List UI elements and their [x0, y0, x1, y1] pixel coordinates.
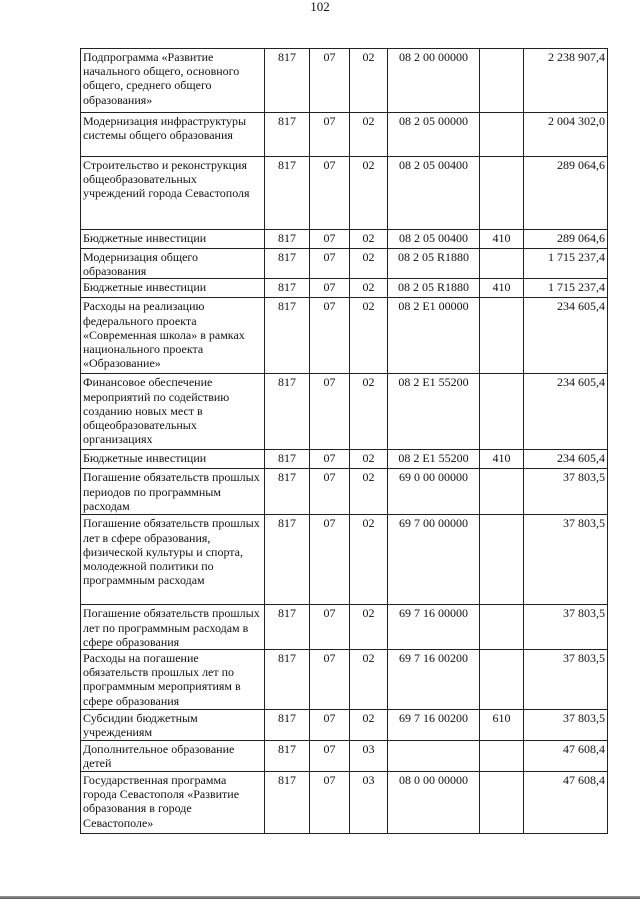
row-name: Строительство и реконструкция общеобразовательных учреждений города Севастополя	[81, 157, 265, 230]
row-amount: 37 803,5	[524, 469, 608, 515]
table-row	[81, 469, 608, 515]
table-row	[81, 279, 608, 298]
row-target-code: 08 2 05 R1880	[388, 279, 480, 298]
row-expense-type-code	[480, 298, 524, 374]
row-name: Расходы на реализацию федерального проекта «Современная школа» в рамках национального проекта «Образование»	[81, 298, 265, 374]
table-row	[81, 49, 608, 113]
row-section-code: 07	[310, 298, 350, 374]
row-amount: 234 605,4	[524, 374, 608, 450]
row-amount: 234 605,4	[524, 450, 608, 469]
row-target-code: 08 2 05 00000	[388, 113, 480, 157]
row-expense-type-code: 410	[480, 279, 524, 298]
row-subsection-code: 03	[350, 741, 388, 772]
row-section-code: 07	[310, 741, 350, 772]
row-target-code: 08 2 05 00400	[388, 157, 480, 230]
row-section-code: 07	[310, 113, 350, 157]
row-section-code: 07	[310, 710, 350, 741]
row-target-code: 08 2 E1 55200	[388, 450, 480, 469]
row-target-code: 08 2 05 00400	[388, 230, 480, 249]
row-name: Модернизация инфраструктуры системы общего образования	[81, 113, 265, 157]
row-amount: 1 715 237,4	[524, 279, 608, 298]
row-name: Бюджетные инвестиции	[81, 450, 265, 469]
row-expense-type-code	[480, 249, 524, 279]
row-amount: 234 605,4	[524, 298, 608, 374]
row-amount: 47 608,4	[524, 772, 608, 834]
row-subsection-code: 02	[350, 230, 388, 249]
row-amount: 37 803,5	[524, 710, 608, 741]
row-ministry-code: 817	[265, 469, 310, 515]
row-amount: 47 608,4	[524, 741, 608, 772]
row-subsection-code: 02	[350, 298, 388, 374]
row-ministry-code: 817	[265, 650, 310, 710]
row-expense-type-code	[480, 741, 524, 772]
row-ministry-code: 817	[265, 374, 310, 450]
budget-table-body	[81, 49, 608, 834]
row-ministry-code: 817	[265, 279, 310, 298]
row-ministry-code: 817	[265, 710, 310, 741]
table-row	[81, 741, 608, 772]
row-expense-type-code	[480, 605, 524, 650]
row-name: Подпрограмма «Развитие начального общего, основного общего, среднего общего образования»	[81, 49, 265, 113]
row-section-code: 07	[310, 469, 350, 515]
row-subsection-code: 02	[350, 157, 388, 230]
table-row	[81, 230, 608, 249]
row-amount: 2 238 907,4	[524, 49, 608, 113]
row-section-code: 07	[310, 515, 350, 605]
table-row	[81, 249, 608, 279]
row-subsection-code: 02	[350, 49, 388, 113]
row-expense-type-code	[480, 650, 524, 710]
row-name: Бюджетные инвестиции	[81, 279, 265, 298]
row-ministry-code: 817	[265, 49, 310, 113]
row-subsection-code: 02	[350, 469, 388, 515]
row-target-code	[388, 741, 480, 772]
row-expense-type-code: 610	[480, 710, 524, 741]
row-section-code: 07	[310, 49, 350, 113]
page-number: 102	[310, 0, 330, 14]
row-ministry-code: 817	[265, 157, 310, 230]
row-expense-type-code: 410	[480, 230, 524, 249]
budget-table	[80, 48, 608, 834]
table-row	[81, 605, 608, 650]
row-ministry-code: 817	[265, 230, 310, 249]
row-subsection-code: 02	[350, 249, 388, 279]
row-ministry-code: 817	[265, 298, 310, 374]
row-subsection-code: 02	[350, 710, 388, 741]
row-expense-type-code	[480, 49, 524, 113]
table-row	[81, 298, 608, 374]
row-name: Погашение обязательств прошлых лет по программным расходам в сфере образования	[81, 605, 265, 650]
row-amount: 37 803,5	[524, 605, 608, 650]
row-expense-type-code	[480, 515, 524, 605]
row-expense-type-code	[480, 772, 524, 834]
table-row	[81, 450, 608, 469]
table-row	[81, 710, 608, 741]
row-target-code: 69 7 00 00000	[388, 515, 480, 605]
row-subsection-code: 02	[350, 650, 388, 710]
row-amount: 289 064,6	[524, 230, 608, 249]
row-section-code: 07	[310, 374, 350, 450]
row-subsection-code: 02	[350, 374, 388, 450]
row-target-code: 69 7 16 00000	[388, 605, 480, 650]
row-section-code: 07	[310, 230, 350, 249]
row-name: Модернизация общего образования	[81, 249, 265, 279]
row-subsection-code: 02	[350, 113, 388, 157]
row-target-code: 08 2 00 00000	[388, 49, 480, 113]
row-section-code: 07	[310, 157, 350, 230]
row-section-code: 07	[310, 605, 350, 650]
row-expense-type-code	[480, 374, 524, 450]
row-name: Государственная программа города Севастополя «Развитие образования в городе Севастополе»	[81, 772, 265, 834]
row-target-code: 69 7 16 00200	[388, 710, 480, 741]
row-section-code: 07	[310, 279, 350, 298]
row-target-code: 08 0 00 00000	[388, 772, 480, 834]
table-row	[81, 374, 608, 450]
row-name: Бюджетные инвестиции	[81, 230, 265, 249]
row-subsection-code: 02	[350, 515, 388, 605]
row-expense-type-code: 410	[480, 450, 524, 469]
table-row	[81, 113, 608, 157]
row-amount: 289 064,6	[524, 157, 608, 230]
table-row	[81, 772, 608, 834]
row-ministry-code: 817	[265, 772, 310, 834]
table-row	[81, 157, 608, 230]
row-amount: 1 715 237,4	[524, 249, 608, 279]
row-section-code: 07	[310, 249, 350, 279]
table-row	[81, 515, 608, 605]
row-ministry-code: 817	[265, 113, 310, 157]
table-row	[81, 650, 608, 710]
row-section-code: 07	[310, 450, 350, 469]
row-name: Погашение обязательств прошлых периодов по программным расходам	[81, 469, 265, 515]
row-subsection-code: 02	[350, 605, 388, 650]
row-section-code: 07	[310, 772, 350, 834]
scan-bottom-edge	[0, 896, 640, 899]
row-section-code: 07	[310, 650, 350, 710]
row-name: Расходы на погашение обязательств прошлых лет по программным мероприятиям в сфере образования	[81, 650, 265, 710]
row-target-code: 08 2 E1 00000	[388, 298, 480, 374]
row-name: Дополнительное образование детей	[81, 741, 265, 772]
row-target-code: 69 7 16 00200	[388, 650, 480, 710]
row-subsection-code: 02	[350, 279, 388, 298]
row-ministry-code: 817	[265, 741, 310, 772]
row-ministry-code: 817	[265, 450, 310, 469]
row-amount: 2 004 302,0	[524, 113, 608, 157]
row-expense-type-code	[480, 113, 524, 157]
row-amount: 37 803,5	[524, 650, 608, 710]
row-expense-type-code	[480, 157, 524, 230]
row-subsection-code: 03	[350, 772, 388, 834]
row-expense-type-code	[480, 469, 524, 515]
row-target-code: 08 2 E1 55200	[388, 374, 480, 450]
row-ministry-code: 817	[265, 249, 310, 279]
row-name: Субсидии бюджетным учреждениям	[81, 710, 265, 741]
row-target-code: 08 2 05 R1880	[388, 249, 480, 279]
row-name: Финансовое обеспечение мероприятий по содействию созданию новых мест в общеобразовательных организациях	[81, 374, 265, 450]
row-ministry-code: 817	[265, 515, 310, 605]
row-name: Погашение обязательств прошлых лет в сфере образования, физической культуры и спорта, молодежной политики по программным расходам	[81, 515, 265, 605]
row-subsection-code: 02	[350, 450, 388, 469]
row-target-code: 69 0 00 00000	[388, 469, 480, 515]
row-amount: 37 803,5	[524, 515, 608, 605]
row-ministry-code: 817	[265, 605, 310, 650]
